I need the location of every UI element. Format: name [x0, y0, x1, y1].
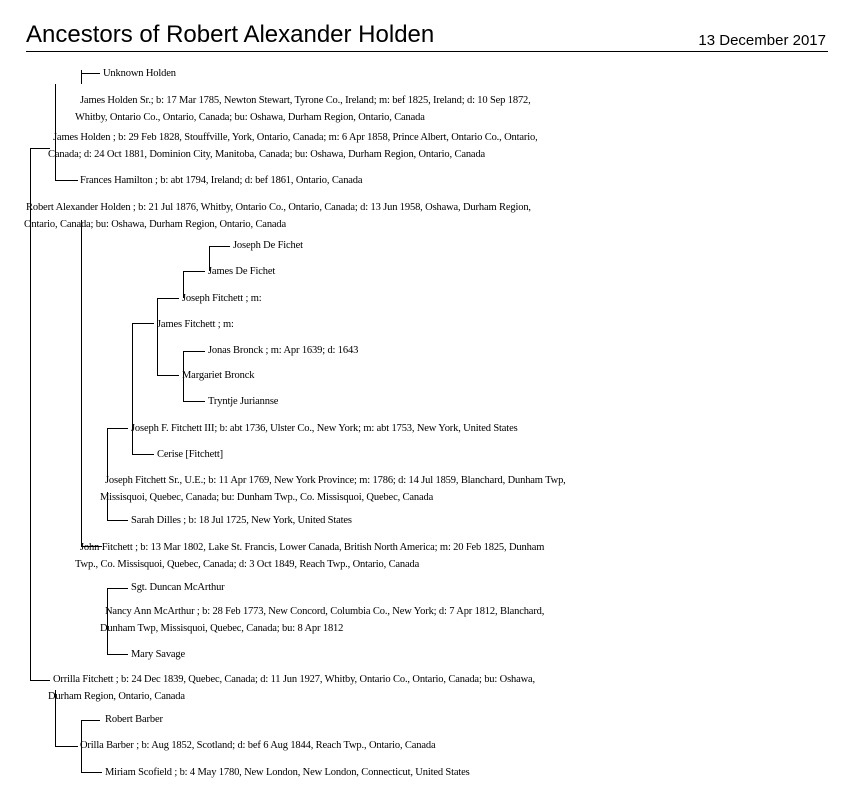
tree-connector-horizontal — [81, 772, 102, 773]
report-date: 13 December 2017 — [698, 32, 826, 49]
tree-connector-horizontal — [55, 180, 78, 181]
person-robert-barber: Robert Barber — [105, 714, 163, 725]
tree-connector-vertical — [81, 220, 82, 546]
person-orrilla-fitchett: Orrilla Fitchett ; b: 24 Dec 1839, Quebec, Canada; d: 11 Jun 1927, Whitby, Ontario Co., Ontario, Canada; bu: Oshawa, Durham Region, Ontario, Canada — [48, 674, 536, 702]
tree-connector-horizontal — [183, 351, 205, 352]
person-sgt-duncan-mcarthur: Sgt. Duncan McArthur — [131, 582, 225, 593]
tree-connector-horizontal — [55, 746, 78, 747]
tree-connector-horizontal — [209, 246, 230, 247]
tree-connector-horizontal — [107, 428, 128, 429]
person-orilla-barber: Orilla Barber ; b: Aug 1852, Scotland; d: bef 6 Aug 1844, Reach Twp., Ontario, Canada — [80, 740, 436, 751]
tree-connector-horizontal — [30, 680, 50, 681]
person-mary-savage: Mary Savage — [131, 649, 186, 660]
person-cerise-fitchett: Cerise [Fitchett] — [157, 449, 223, 460]
tree-connector-horizontal — [30, 148, 50, 149]
tree-connector-horizontal — [157, 375, 179, 376]
person-jonas-bronck: Jonas Bronck ; m: Apr 1639; d: 1643 — [208, 345, 359, 356]
person-james-holden-sr: James Holden Sr.; b: 17 Mar 1785, Newton Stewart, Tyrone Co., Ireland; m: bef 1825, Ireland; d: 10 Sep 1872, Whitby, Ontario Co., Ontario, Canada; bu: Oshawa, Durham Region, Ontario, Canada — [75, 95, 531, 123]
title-rule — [26, 51, 828, 52]
report-title: Ancestors of Robert Alexander Holden — [26, 21, 435, 48]
person-nancy-ann-mcarthur: Nancy Ann McArthur ; b: 28 Feb 1773, New Concord, Columbia Co., New York; d: 7 Apr 1812, Blanchard, Dunham Twp, Missisquoi, Quebec, Canada; bu: 8 Apr 1812 — [100, 606, 545, 634]
tree-connector-horizontal — [107, 654, 128, 655]
person-frances-hamilton: Frances Hamilton ; b: abt 1794, Ireland; d: bef 1861, Ontario, Canada — [80, 175, 363, 186]
tree-connector-horizontal — [107, 520, 128, 521]
tree-connector-horizontal — [132, 323, 154, 324]
person-joseph-fitchett: Joseph Fitchett ; m: — [182, 293, 262, 304]
person-james-de-fichet: James De Fichet — [208, 266, 276, 277]
person-james-fitchett: James Fitchett ; m: — [157, 319, 234, 330]
tree-connector-horizontal — [107, 588, 128, 589]
person-joseph-f-fitchett-iii: Joseph F. Fitchett III; b: abt 1736, Ulster Co., New York; m: abt 1753, New York, United States — [131, 423, 518, 434]
person-sarah-dilles: Sarah Dilles ; b: 18 Jul 1725, New York, United States — [131, 515, 352, 526]
person-joseph-de-fichet: Joseph De Fichet — [233, 240, 303, 251]
person-robert-alexander-holden: Robert Alexander Holden ; b: 21 Jul 1876, Whitby, Ontario Co., Ontario, Canada; d: 13 Jun 1958, Oshawa, Durham Region, Ontario, Canada; bu: Oshawa, Durham Region, Ontario, Canada — [24, 202, 531, 230]
person-unknown-holden: Unknown Holden — [103, 68, 176, 79]
tree-connector-horizontal — [132, 454, 154, 455]
tree-connector-vertical — [132, 323, 133, 428]
person-margariet-bronck: Margariet Bronck — [182, 370, 255, 381]
tree-connector-horizontal — [81, 720, 100, 721]
tree-connector-horizontal — [183, 401, 205, 402]
person-john-fitchett: John Fitchett ; b: 13 Mar 1802, Lake St. Francis, Lower Canada, British North America; m: 20 Feb 1825, Dunham Twp., Co. Missisquoi, Quebec, Canada; d: 3 Oct 1849, Reach Twp., Ontario, Canada — [75, 542, 545, 570]
person-joseph-fitchett-sr: Joseph Fitchett Sr., U.E.; b: 11 Apr 1769, New York Province; m: 1786; d: 14 Jul 1859, Blanchard, Dunham Twp, Missisquoi, Quebec, Canada; bu: Dunham Twp., Co. Missisquoi, Quebec, Canada — [100, 475, 566, 503]
person-james-holden: James Holden ; b: 29 Feb 1828, Stouffville, York, Ontario, Canada; m: 6 Apr 1858, Prince Albert, Ontario Co., Ontario, Canada; d: 24 Oct 1881, Dominion City, Manitoba, Canada; bu: Oshawa, Durham Region, Ontario, Canada — [48, 132, 538, 160]
person-tryntje-juriannse: Tryntje Juriannse — [208, 396, 279, 407]
tree-connector-horizontal — [183, 271, 205, 272]
tree-connector-horizontal — [157, 298, 179, 299]
tree-connector-horizontal — [81, 73, 100, 74]
tree-connector-vertical — [157, 298, 158, 375]
person-miriam-scofield: Miriam Scofield ; b: 4 May 1780, New London, New London, Connecticut, United States — [105, 767, 470, 778]
